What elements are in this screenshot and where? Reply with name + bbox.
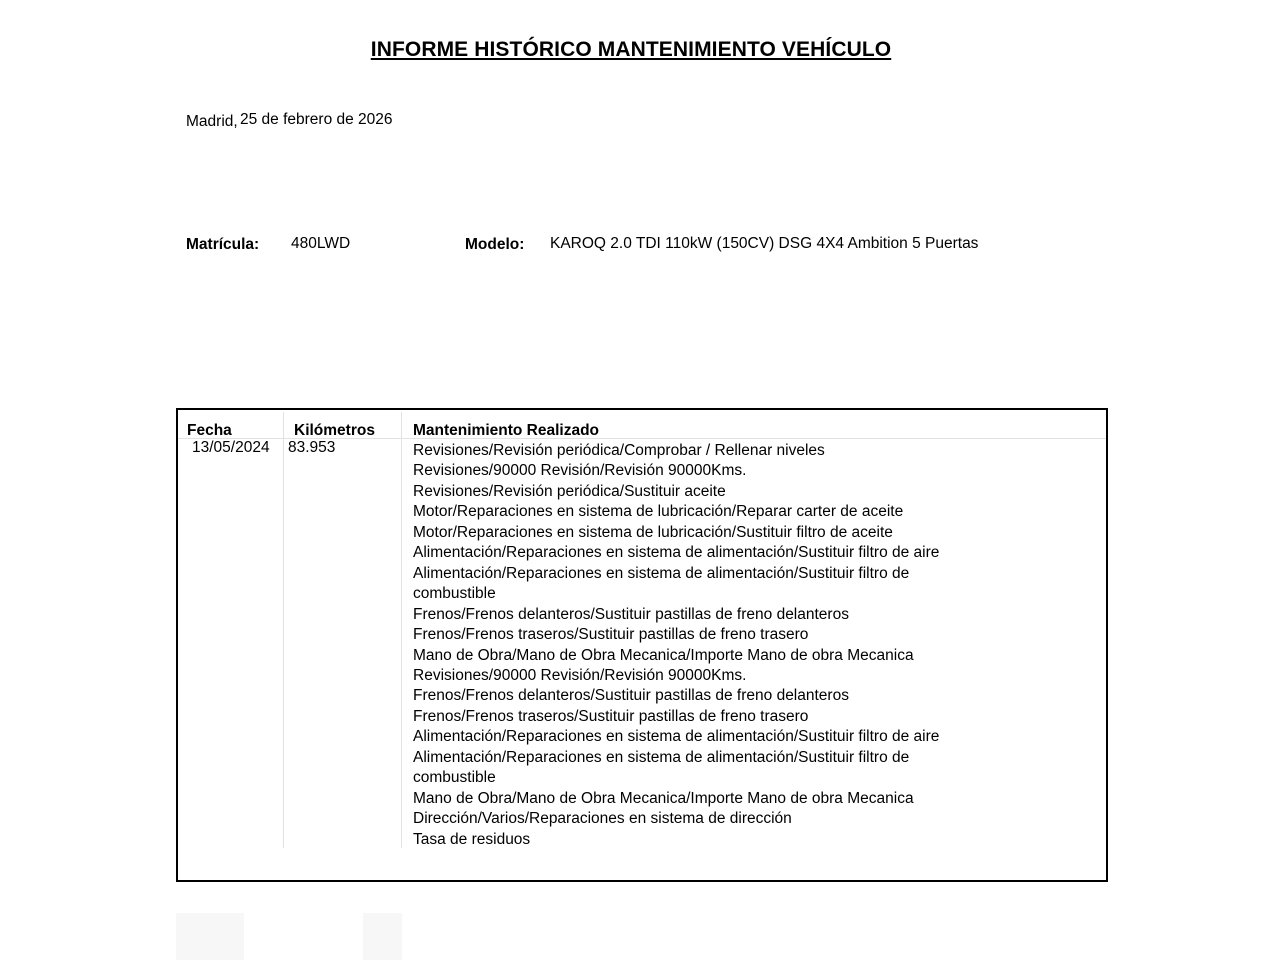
maintenance-task: Frenos/Frenos delanteros/Sustituir pastillas de freno delanteros (413, 605, 849, 623)
model-label: Modelo: (465, 236, 525, 253)
report-date: 25 de febrero de 2026 (240, 111, 393, 128)
header-km: Kilómetros (294, 422, 375, 439)
maintenance-task: Revisiones/90000 Revisión/Revisión 90000Kms. (413, 462, 747, 480)
faded-box (176, 913, 244, 960)
maintenance-task: Mano de Obra/Mano de Obra Mecanica/Importe Mano de obra Mecanica (413, 646, 914, 664)
maintenance-task: Alimentación/Reparaciones en sistema de alimentación/Sustituir filtro de (413, 564, 910, 582)
column-separator (401, 412, 402, 848)
plate-value: 480LWD (291, 235, 351, 252)
row-date: 13/05/2024 (192, 439, 270, 456)
place-label: Madrid, (186, 113, 238, 130)
maintenance-task: Alimentación/Reparaciones en sistema de alimentación/Sustituir filtro de (413, 748, 910, 766)
maintenance-task: Motor/Reparaciones en sistema de lubricación/Reparar carter de aceite (413, 503, 904, 521)
maintenance-task: Alimentación/Reparaciones en sistema de alimentación/Sustituir filtro de aire (413, 544, 940, 562)
maintenance-task: Revisiones/Revisión periódica/Comprobar / Rellenar niveles (413, 442, 825, 459)
maintenance-task: combustible (413, 769, 496, 787)
maintenance-task: Revisiones/Revisión periódica/Sustituir aceite (413, 482, 726, 500)
column-separator (283, 412, 284, 848)
faded-box (363, 913, 402, 960)
maintenance-table (176, 408, 1108, 882)
model-value: KAROQ 2.0 TDI 110kW (150CV) DSG 4X4 Ambition 5 Puertas (550, 235, 979, 252)
plate-label: Matrícula: (186, 236, 260, 253)
document-title: INFORME HISTÓRICO MANTENIMIENTO VEHÍCULO (370, 38, 892, 61)
maintenance-task: combustible (413, 585, 496, 603)
maintenance-task: Revisiones/90000 Revisión/Revisión 90000Kms. (413, 666, 747, 684)
maintenance-task-list (413, 441, 939, 850)
row-km: 83.953 (288, 439, 336, 456)
header-date: Fecha (187, 422, 232, 439)
maintenance-task: Tasa de residuos (413, 830, 531, 848)
maintenance-task: Dirección/Varios/Reparaciones en sistema de dirección (413, 810, 792, 828)
maintenance-task: Motor/Reparaciones en sistema de lubricación/Sustituir filtro de aceite (413, 523, 893, 541)
maintenance-task: Frenos/Frenos traseros/Sustituir pastillas de freno trasero (413, 707, 809, 725)
maintenance-task: Mano de Obra/Mano de Obra Mecanica/Importe Mano de obra Mecanica (413, 789, 914, 807)
header-maintenance: Mantenimiento Realizado (413, 422, 600, 439)
maintenance-task: Alimentación/Reparaciones en sistema de alimentación/Sustituir filtro de aire (413, 728, 940, 746)
maintenance-task: Frenos/Frenos traseros/Sustituir pastillas de freno trasero (413, 626, 809, 644)
maintenance-task: Frenos/Frenos delanteros/Sustituir pastillas de freno delanteros (413, 687, 849, 705)
